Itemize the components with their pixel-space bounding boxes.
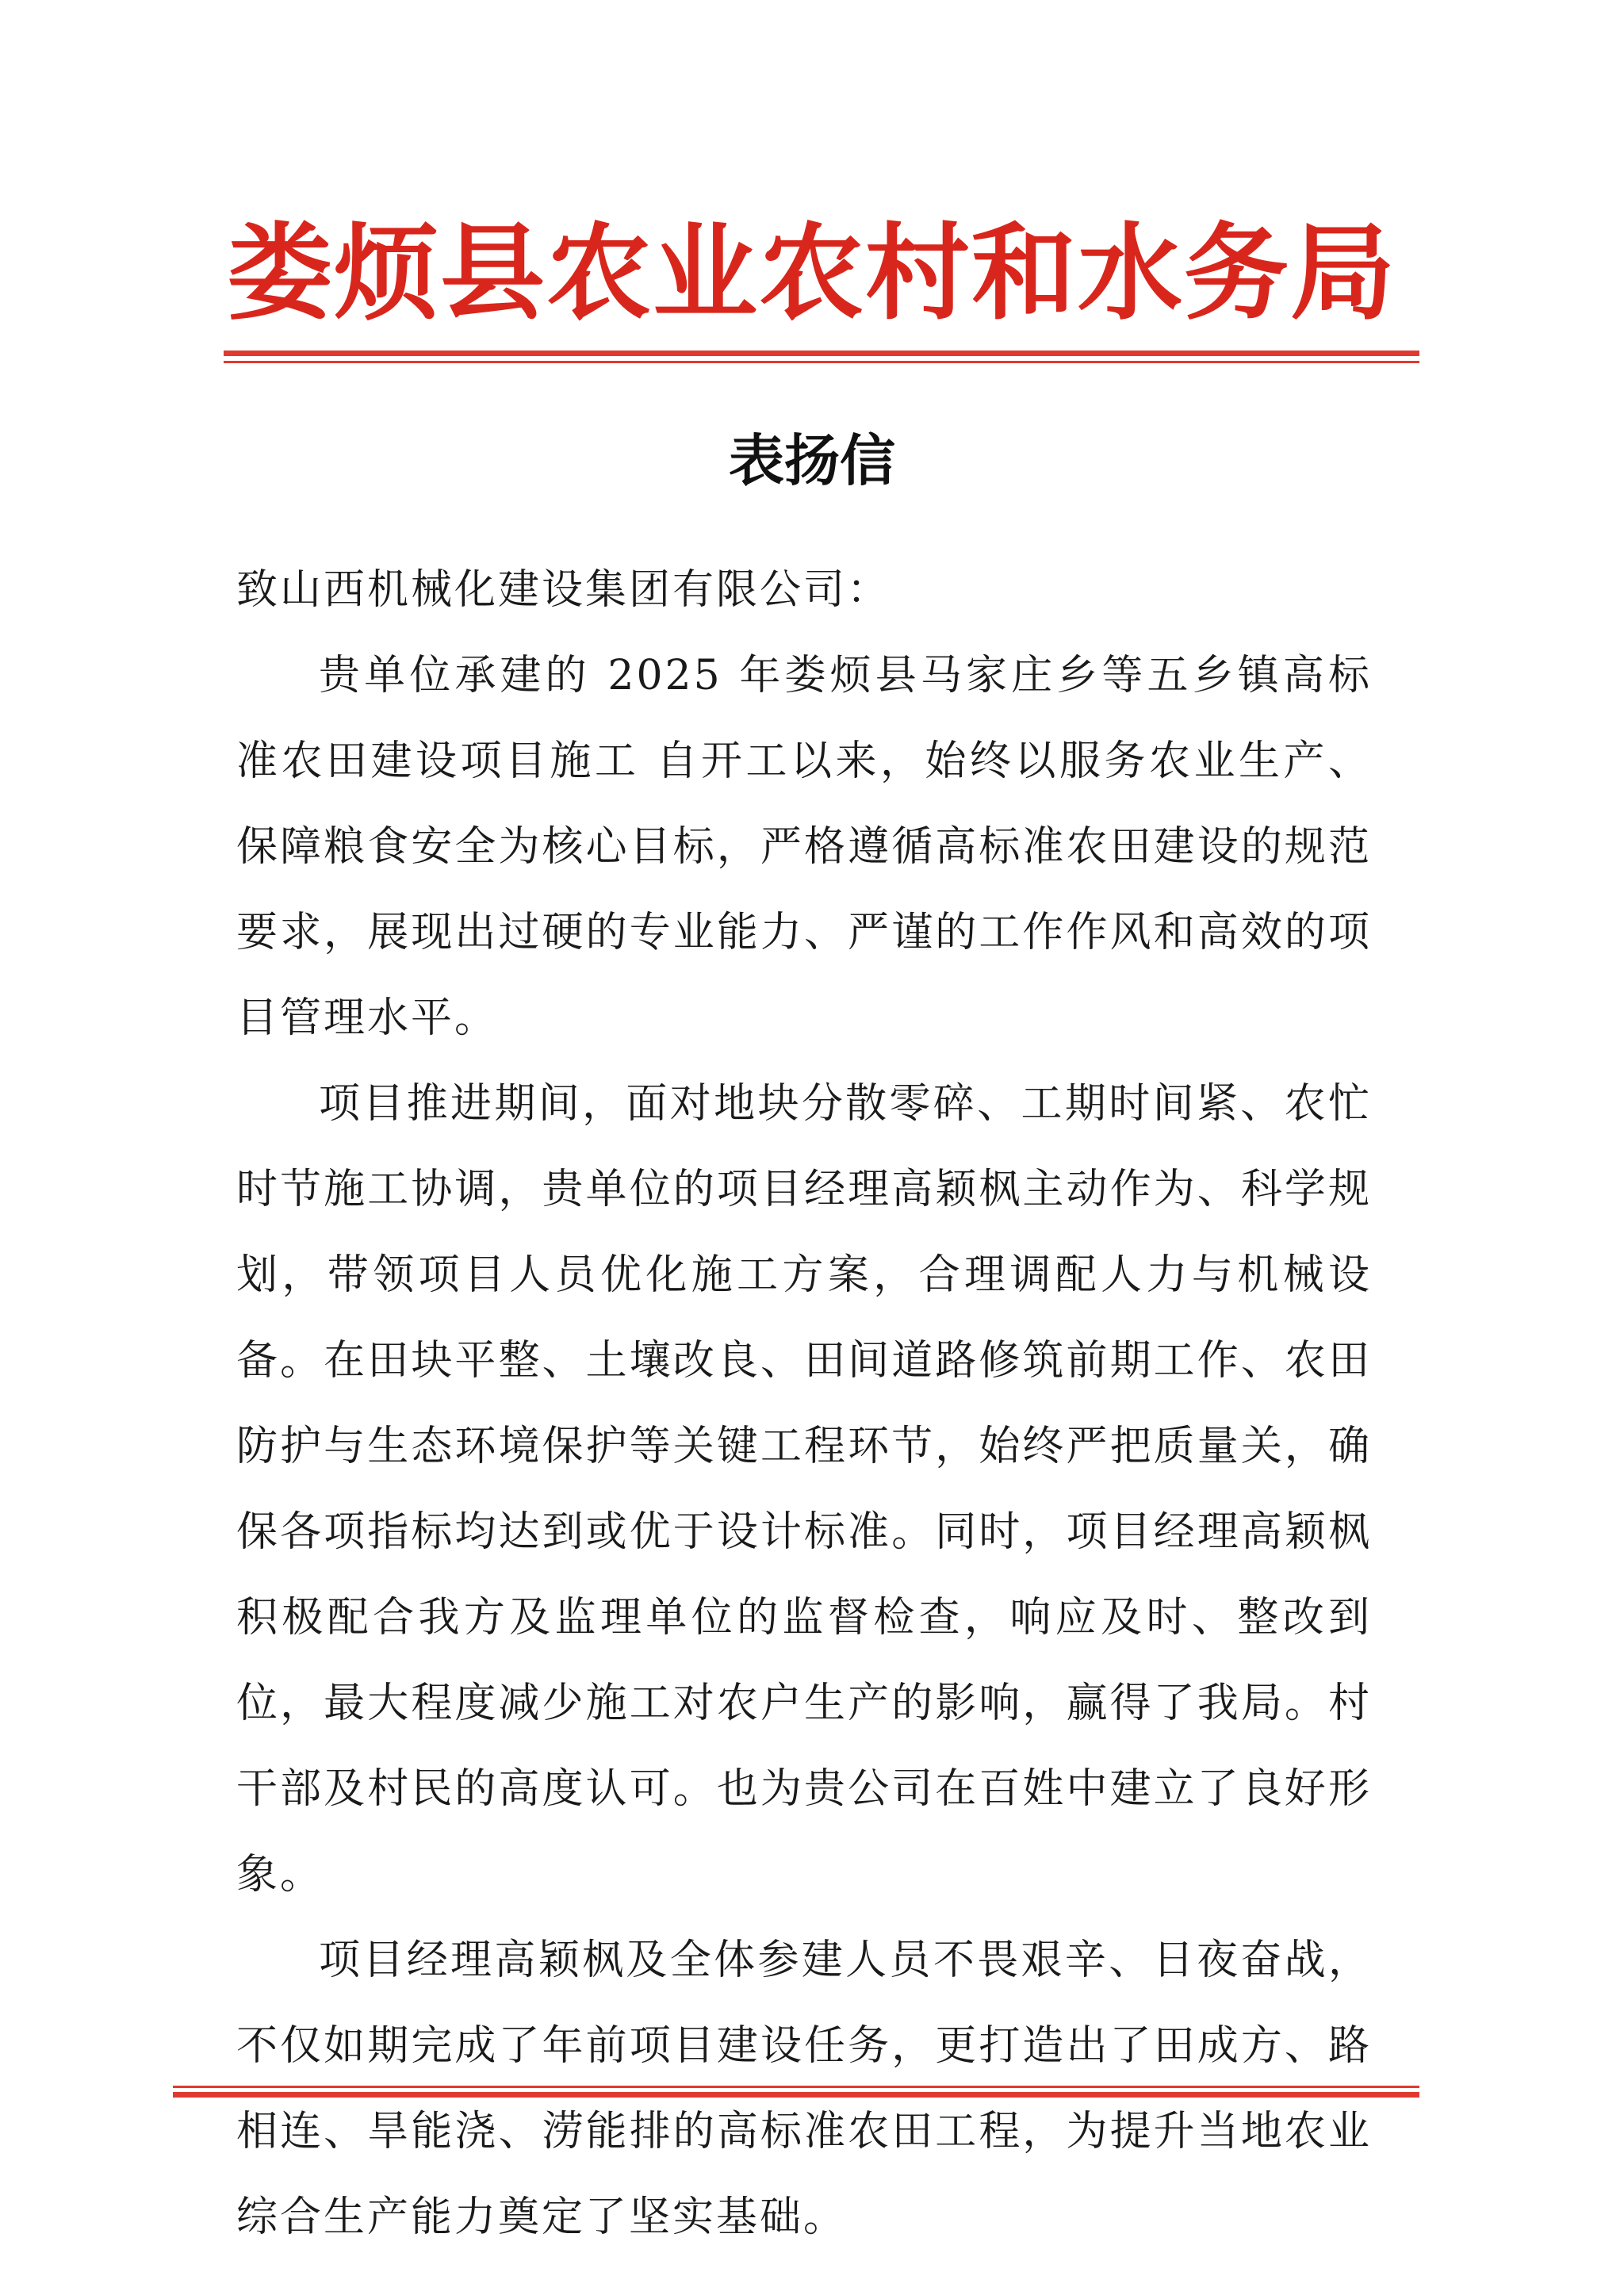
salutation: 致山西机械化建设集团有限公司： bbox=[236, 566, 891, 614]
letterhead-rule-thin bbox=[224, 361, 1419, 363]
letterhead-rule-thick bbox=[224, 351, 1419, 356]
paragraph-2: 项目推进期间，面对地块分散零碎、工期时间紧、农忙时节施工协调，贵单位的项目经理高颖枫主动作为、科学规划，带领项目人员优化施工方案，合理调配人力与机械设备。在田块平整、土壤改良、田间道路修筑前期工作、农田防护与生态环境保护等关键工程环节，始终严把质量关，确保各项指标均达到或优于设计标准。同时，项目经理高颖枫积极配合我方及监理单位的监督检查，响应及时、整改到位，最大程度减少施工对农户生产的影响，赢得了我局。村干部及村民的高度认可。也为贵公司在百姓中建立了良好形象。 bbox=[236, 1080, 1372, 1898]
paragraph-3: 项目经理高颖枫及全体参建人员不畏艰辛、日夜奋战，不仅如期完成了年前项目建设任务，更打造出了田成方、路相连、旱能浇、涝能排的高标准农田工程，为提升当地农业综合生产能力奠定了坚实基础。 bbox=[236, 1937, 1372, 2241]
paragraph-1: 贵单位承建的 2025 年娄烦县马家庄乡等五乡镇高标准农田建设项目施工 自开工以来，始终以服务农业生产、保障粮食安全为核心目标，严格遵循高标准农田建设的规范要求，展现出过硬的专业能力、严谨的工作作风和高效的项目管理水平。 bbox=[236, 652, 1372, 1042]
letter-body bbox=[236, 547, 1372, 2260]
document-title: 表扬信 bbox=[729, 427, 895, 493]
footer-rule-thin bbox=[173, 2086, 1419, 2088]
letterhead-organization-name: 娄烦县农业农村和水务局 bbox=[228, 212, 1396, 335]
footer-rule-thick bbox=[173, 2092, 1419, 2098]
